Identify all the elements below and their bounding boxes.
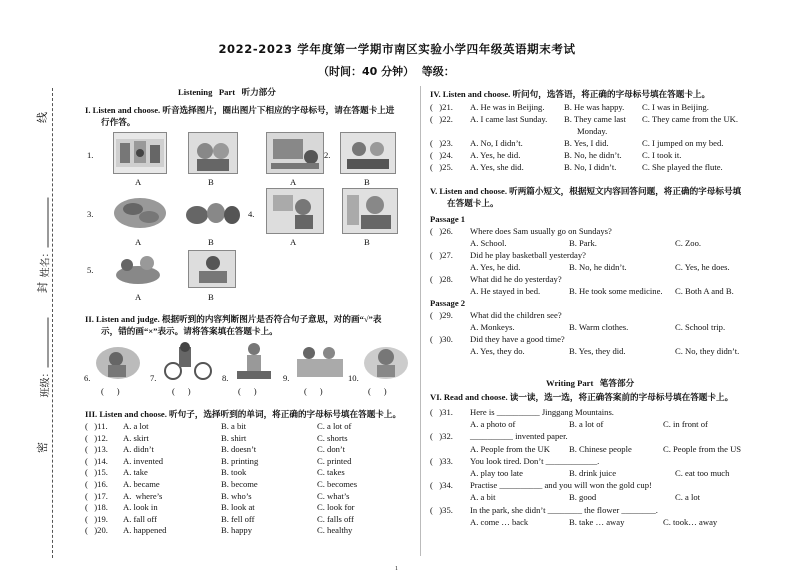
q18-number[interactable]: ( )18. <box>85 502 108 513</box>
class-underline[interactable] <box>48 318 49 368</box>
q20-option-b[interactable]: B. happy <box>221 525 253 536</box>
q34-number[interactable]: ( )34. <box>430 480 453 491</box>
q3-picture-b[interactable] <box>182 194 242 232</box>
q9-picture[interactable] <box>292 340 348 382</box>
margin-feng: 封 <box>36 282 49 293</box>
q16-number[interactable]: ( )16. <box>85 479 108 489</box>
q30-option-c[interactable]: C. No, they didn’t. <box>675 346 740 356</box>
q25-option-b[interactable]: B. No, I didn’t. <box>564 162 617 172</box>
q10-answer-blank[interactable]: ( ) <box>368 386 387 396</box>
q21-number[interactable]: ( )21. <box>430 102 453 112</box>
q12-option-a[interactable]: A. skirt <box>123 432 149 443</box>
q5-picture-b[interactable] <box>188 250 236 288</box>
q3-letter-b: B <box>208 237 214 247</box>
q29-option-c[interactable]: C. School trip. <box>675 322 726 332</box>
q1-number: 1. <box>87 150 94 160</box>
q1-letter-b: B <box>208 177 214 187</box>
q33-number[interactable]: ( )33. <box>430 455 453 466</box>
q29-option-b[interactable]: B. Warm clothes. <box>569 322 629 332</box>
q35-option-b[interactable]: B. take … away <box>569 516 625 527</box>
q33-option-b[interactable]: B. drink juice <box>569 467 617 478</box>
q32-option-b[interactable]: B. Chinese people <box>569 443 632 454</box>
margin-name-label: 姓名： <box>40 247 52 278</box>
q5-letter-a: A <box>135 292 142 302</box>
q28-question: What did he do yesterday? <box>470 274 562 284</box>
q27-option-a[interactable]: A. Yes, he did. <box>470 262 521 272</box>
q24-number[interactable]: ( )24. <box>430 150 453 160</box>
q22-option-b[interactable]: B. They came last <box>564 114 626 124</box>
q21-option-c[interactable]: C. I was in Beijing. <box>642 102 709 112</box>
q28-option-b[interactable]: B. He took some medicine. <box>569 286 663 296</box>
q14-number[interactable]: ( )14. <box>85 455 108 466</box>
q19-option-c[interactable]: C. falls off <box>317 513 354 524</box>
q17-number[interactable]: ( )17. <box>85 490 108 501</box>
section-2-title: II. Listen and judge. 根据听到的内容判断图片是否符合句子意思，对的画“√”表 <box>85 314 382 324</box>
q5-number: 5. <box>87 265 94 275</box>
q34-option-c[interactable]: C. a lot <box>675 492 701 503</box>
column-divider <box>420 86 421 556</box>
q16-option-c[interactable]: C. becomes <box>317 479 358 489</box>
q17-option-a[interactable]: A. where’s <box>123 490 163 501</box>
q31-number[interactable]: ( )31. <box>430 407 453 417</box>
q31-option-a[interactable]: A. a photo of <box>470 419 516 430</box>
q30-question: Did they have a good time? <box>470 334 565 344</box>
q4-letter-b: B <box>364 237 370 247</box>
q19-option-b[interactable]: B. fell off <box>221 513 255 524</box>
q15-option-b[interactable]: B. took <box>221 467 247 478</box>
q23-option-a[interactable]: A. No, I didn’t. <box>470 138 523 148</box>
margin-class-label: 班级： <box>40 367 52 398</box>
q26-question: Where does Sam usually go on Sundays? <box>470 226 612 236</box>
q28-option-c[interactable]: C. Both A and B. <box>675 286 734 296</box>
page-number: 1 <box>395 566 398 572</box>
q9-answer-blank[interactable]: ( ) <box>304 386 323 396</box>
q6-number: 6. <box>84 373 91 383</box>
q15-number[interactable]: ( )15. <box>85 467 108 478</box>
q33-option-a[interactable]: A. play too late <box>470 467 523 478</box>
q22-option-b-line2: Monday. <box>577 126 608 136</box>
binding-line <box>52 88 53 558</box>
passage-1-label: Passage 1 <box>430 214 466 224</box>
margin-mi: 密 <box>36 442 49 453</box>
q27-question: Did he play basketball yesterday? <box>470 250 586 260</box>
q17-option-c[interactable]: C. what’s <box>317 490 350 501</box>
exam-title: 2022-2023 学年度第一学期市南区实验小学四年级英语期末考试 <box>218 42 576 56</box>
q21-option-b[interactable]: B. He was happy. <box>564 102 625 112</box>
q33-question: You look tired. Don’t ____________. <box>470 455 600 466</box>
q10-picture[interactable] <box>360 340 412 382</box>
q11-option-c[interactable]: C. a lot of <box>317 421 352 431</box>
q35-question: In the park, she didn’t ________ the flower ________. <box>470 504 658 515</box>
q4-picture-a[interactable] <box>266 188 324 234</box>
name-underline[interactable] <box>48 198 49 248</box>
q20-option-a[interactable]: A. happened <box>123 525 167 536</box>
q8-picture[interactable] <box>232 340 276 382</box>
q18-option-b[interactable]: B. look at <box>221 502 255 513</box>
q23-option-b[interactable]: B. Yes, I did. <box>564 138 609 148</box>
q9-number: 9. <box>283 373 290 383</box>
q2-letter-a: A <box>290 177 297 187</box>
section-4-title: IV. Listen and choose. 听问句，选答语，将正确的字母标号填在答题卡上。 <box>430 89 711 99</box>
q32-question: __________ invented paper. <box>470 431 568 442</box>
q29-number[interactable]: ( )29. <box>430 310 453 320</box>
q1-letter-a: A <box>135 177 142 187</box>
q30-option-a[interactable]: A. Yes, they do. <box>470 346 525 356</box>
q32-number[interactable]: ( )32. <box>430 431 453 442</box>
section-5-title-2: 在答题卡上。 <box>447 198 499 208</box>
q26-option-a[interactable]: A. School. <box>470 238 507 248</box>
q11-option-a[interactable]: A. a lot <box>123 421 149 431</box>
q8-answer-blank[interactable]: ( ) <box>238 386 257 396</box>
q16-option-a[interactable]: A. became <box>123 479 160 489</box>
q14-option-a[interactable]: A. invented <box>123 455 164 466</box>
q34-question: Practise __________ and you will won the gold cup! <box>470 480 652 491</box>
q27-number[interactable]: ( )27. <box>430 250 453 260</box>
q26-option-b[interactable]: B. Park. <box>569 238 597 248</box>
q12-option-b[interactable]: B. shirt <box>221 432 247 443</box>
q24-option-c[interactable]: C. I took it. <box>642 150 682 160</box>
q7-picture[interactable] <box>158 340 218 382</box>
q18-option-c[interactable]: C. look for <box>317 502 355 513</box>
margin-name <box>37 178 52 278</box>
q2-letter-b: B <box>364 177 370 187</box>
q3-letter-a: A <box>135 237 142 247</box>
q3-picture-a[interactable] <box>110 192 170 234</box>
q21-option-a[interactable]: A. He was in Beijing. <box>470 102 545 112</box>
q23-number[interactable]: ( )23. <box>430 138 453 148</box>
q25-option-a[interactable]: A. Yes, she did. <box>470 162 524 172</box>
writing-heading: Writing Part 笔答部分 <box>546 378 635 388</box>
q4-letter-a: A <box>290 237 297 247</box>
q3-number: 3. <box>87 209 94 219</box>
section-6-title: VI. Read and choose. 读一读，选一选，将正确答案前的字母标号填在答题卡上。 <box>430 392 734 402</box>
q30-option-b[interactable]: B. Yes, they did. <box>569 346 626 356</box>
q20-number[interactable]: ( )20. <box>85 525 108 536</box>
q31-option-b[interactable]: B. a lot of <box>569 419 604 430</box>
q25-number[interactable]: ( )25. <box>430 162 453 172</box>
section-3-title: III. Listen and choose. 听句子，选择听到的单词，将正确的字母标号填在答题卡上。 <box>85 409 402 419</box>
q20-option-c[interactable]: C. healthy <box>317 525 353 536</box>
q22-option-a[interactable]: A. I came last Sunday. <box>470 114 548 124</box>
q13-option-a[interactable]: A. didn’t <box>123 444 154 455</box>
q23-option-c[interactable]: C. I jumped on my bed. <box>642 138 724 148</box>
q31-option-c[interactable]: C. in front of <box>663 419 708 430</box>
q31-question: Here is __________ Jinggang Mountains. <box>470 407 614 417</box>
q2-picture-a[interactable] <box>266 132 324 174</box>
q34-option-b[interactable]: B. good <box>569 492 597 503</box>
q35-option-a[interactable]: A. come … back <box>470 516 529 527</box>
q35-number[interactable]: ( )35. <box>430 504 453 515</box>
q15-option-a[interactable]: A. take <box>123 467 148 478</box>
q26-number[interactable]: ( )26. <box>430 226 453 236</box>
q15-option-c[interactable]: C. takes <box>317 467 345 478</box>
section-5-title: V. Listen and choose. 听两篇小短文，根据短文内容回答问题，将正确的字母标号填 <box>430 186 742 196</box>
q5-letter-b: B <box>208 292 214 302</box>
listening-heading: Listening Part 听力部分 <box>178 87 276 97</box>
q34-option-a[interactable]: A. a bit <box>470 492 496 503</box>
passage-2-label: Passage 2 <box>430 298 466 308</box>
q8-number: 8. <box>222 373 229 383</box>
q14-option-c[interactable]: C. printed <box>317 455 352 466</box>
q17-option-b[interactable]: B. who’s <box>221 490 252 501</box>
q6-picture[interactable] <box>93 340 143 382</box>
q16-option-b[interactable]: B. become <box>221 479 258 489</box>
section-2-title-2: 示，错的画“×”表示。请将答案填在答题卡上。 <box>101 326 278 336</box>
q7-number: 7. <box>150 373 157 383</box>
q1-picture-b[interactable] <box>188 132 238 174</box>
q32-option-c[interactable]: C. People from the US <box>663 443 742 454</box>
section-1-title-2: 行作答。 <box>101 117 136 127</box>
q28-option-a[interactable]: A. He stayed in bed. <box>470 286 541 296</box>
q18-option-a[interactable]: A. look in <box>123 502 158 513</box>
exam-subtitle: （时间：40 分钟） 等级： <box>318 65 455 78</box>
q32-option-a[interactable]: A. People from the UK <box>470 443 550 454</box>
q29-question: What did the children see? <box>470 310 562 320</box>
q11-option-b[interactable]: B. a bit <box>221 421 247 431</box>
q22-option-c[interactable]: C. They came from the UK. <box>642 114 739 124</box>
q27-option-c[interactable]: C. Yes, he does. <box>675 262 730 272</box>
q13-option-b[interactable]: B. doesn’t <box>221 444 257 455</box>
q12-number[interactable]: ( )12. <box>85 432 108 443</box>
q13-number[interactable]: ( )13. <box>85 444 108 455</box>
q29-option-a[interactable]: A. Monkeys. <box>470 322 515 332</box>
q33-option-c[interactable]: C. eat too much <box>675 467 730 478</box>
q14-option-b[interactable]: B. printing <box>221 455 259 466</box>
q1-picture-a[interactable] <box>113 132 167 174</box>
margin-xian: 线 <box>36 112 49 123</box>
q25-option-c[interactable]: C. She played the flute. <box>642 162 723 172</box>
q24-option-a[interactable]: A. Yes, he did. <box>470 150 521 160</box>
q7-answer-blank[interactable]: ( ) <box>172 386 191 396</box>
q4-number: 4. <box>248 209 255 219</box>
section-1-title: I. Listen and choose. 听音选择图片，圈出图片下相应的字母标号，请在答题卡上进 <box>85 105 395 115</box>
q35-option-c[interactable]: C. took… away <box>663 516 718 527</box>
q2-number: 2. <box>324 150 331 160</box>
q22-number[interactable]: ( )22. <box>430 114 453 124</box>
q11-number[interactable]: ( )11. <box>85 421 108 431</box>
q28-number[interactable]: ( )28. <box>430 274 453 284</box>
q30-number[interactable]: ( )30. <box>430 334 453 344</box>
q10-number: 10. <box>348 373 359 383</box>
q26-option-c[interactable]: C. Zoo. <box>675 238 702 248</box>
q19-option-a[interactable]: A. fall off <box>123 513 157 524</box>
q12-option-c[interactable]: C. shorts <box>317 432 348 443</box>
q5-picture-a[interactable] <box>112 250 164 288</box>
q13-option-c[interactable]: C. don’t <box>317 444 346 455</box>
q27-option-b[interactable]: B. No, he didn’t. <box>569 262 627 272</box>
q24-option-b[interactable]: B. No, he didn’t. <box>564 150 622 160</box>
q19-number[interactable]: ( )19. <box>85 513 108 524</box>
q6-answer-blank[interactable]: ( ) <box>101 386 120 396</box>
q2-picture-b[interactable] <box>340 132 396 174</box>
margin-class <box>37 298 52 398</box>
q4-picture-b[interactable] <box>342 188 398 234</box>
